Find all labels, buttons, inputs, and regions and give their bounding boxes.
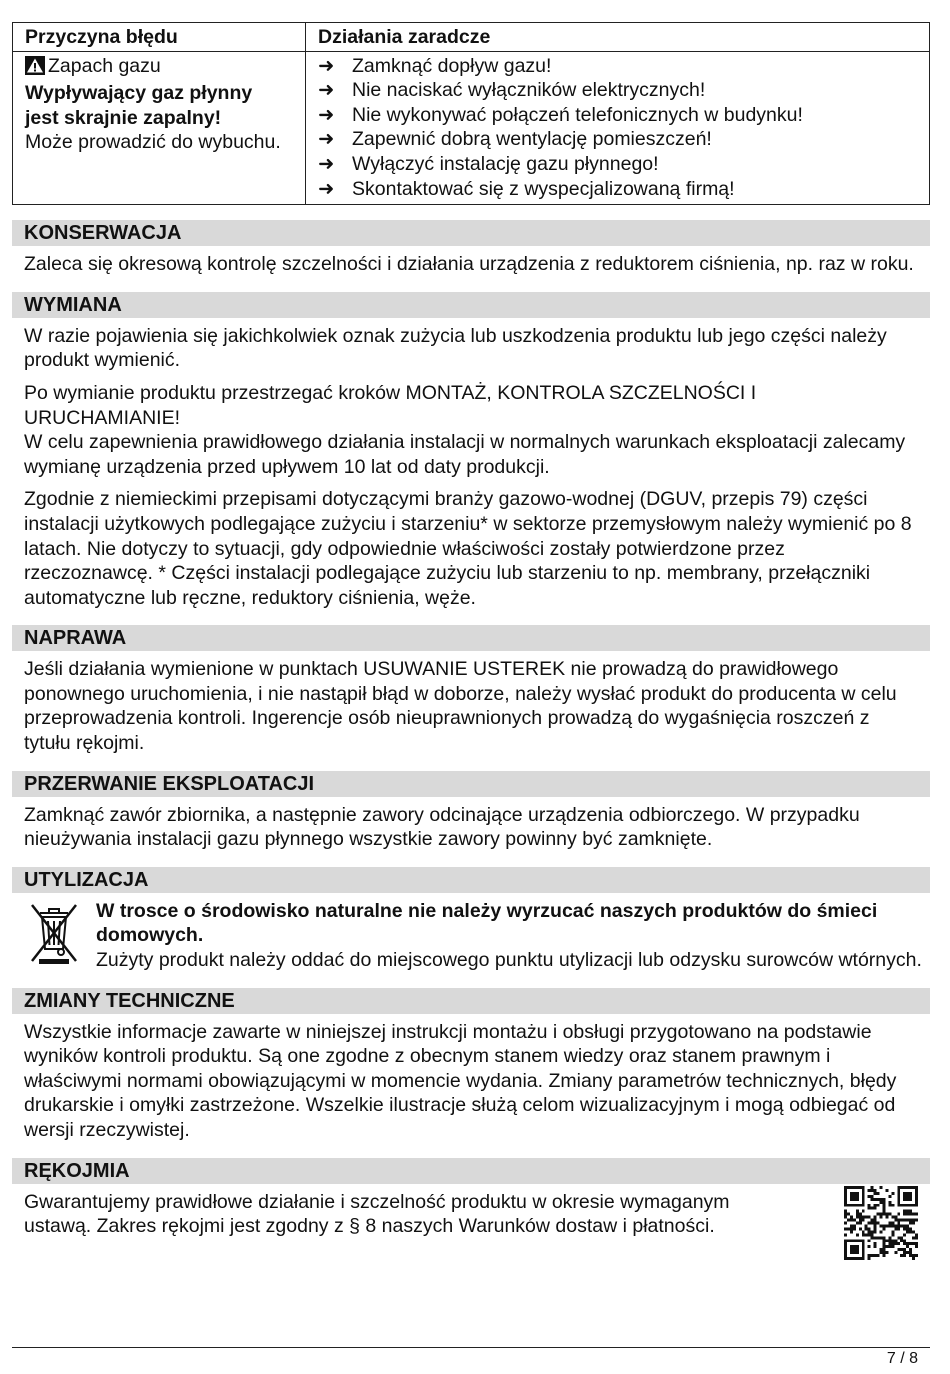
table-header-row	[13, 23, 930, 52]
arrow-icon: ➜	[318, 54, 335, 77]
action-item	[318, 103, 917, 128]
cause-note: Może prowadzić do wybuchu.	[25, 131, 281, 154]
page-number: 7 / 8	[886, 1350, 918, 1367]
section-heading: WYMIANA	[12, 292, 930, 318]
action-text: Nie naciskać wyłączników elektrycznych!	[352, 79, 706, 102]
warning-triangle-icon	[25, 56, 45, 82]
paragraph: Wszystkie informacje zawarte w niniejszej instrukcji montażu i obsługi przygotowano na podstawie wyników kontroli produktu. Są one zgodne z obecnym stanem wiedzy oraz stanem prawnym i właściwymi normami obowiązującymi w momencie wydania. Zmiany parametrów technicznych, błędy drukarskie i omyłki zastrzeżone. Wszelkie ilustracje służą celom wizualizacyjnym i mogą odbiegać od wersji rzeczywistej.	[24, 1020, 897, 1141]
action-item	[318, 78, 917, 103]
paragraph: Zaleca się okresową kontrolę szczelności i działania urządzenia z reduktorem ciśnienia, np. raz w roku.	[24, 253, 914, 276]
arrow-icon: ➜	[318, 79, 335, 102]
header-cause: Przyczyna błędu	[13, 23, 306, 52]
section-heading: ZMIANY TECHNICZNE	[12, 988, 930, 1014]
actions-cell	[306, 51, 930, 205]
troubleshooting-table	[12, 22, 930, 205]
paragraph: Zamknąć zawór zbiornika, a następnie zawory odcinające urządzenia odbiorczego. W przypadku nieużywania instalacji gazu płynnego wszystkie zawory powinny być zamknięte.	[24, 803, 860, 851]
paragraph: Jeśli działania wymienione w punktach USUWANIE USTEREK nie prowadzą do prawidłowego ponownego uruchomienia, i nie nastąpił błąd w doborze, należy wysłać produkt do producenta w celu przeprowadzenia kontroli. Ingerencje osób nieuprawnionych prowadzą do wygaśnięcia roszczeń z tytułu rękojmi.	[24, 658, 897, 755]
disposal-block	[12, 899, 930, 973]
warranty-block	[12, 1184, 930, 1260]
section-utylizacja	[12, 867, 930, 973]
cause-bold-line-1: Wypływający gaz płynny	[25, 82, 253, 105]
section-heading: PRZERWANIE EKSPLOATACJI	[12, 771, 930, 797]
section-naprawa	[12, 625, 930, 755]
paragraph: W razie pojawienia się jakichkolwiek oznak zużycia lub uszkodzenia produktu lub jego części należy produkt wymienić.	[24, 324, 887, 372]
section-rekojmia	[12, 1158, 930, 1260]
disposal-bold: W trosce o środowisko naturalne nie należy wyrzucać naszych produktów do śmieci domowych.	[96, 899, 878, 947]
arrow-icon: ➜	[318, 152, 335, 175]
paragraph: Gwarantujemy prawidłowe działanie i szczelność produktu w okresie wymaganym ustawą. Zakres rękojmi jest zgodny z § 8 naszych Warunków dostaw i płatności.	[24, 1190, 730, 1238]
cause-bold-line-2: jest skrajnie zapalny!	[25, 106, 222, 129]
action-text: Wyłączyć instalację gazu płynnego!	[352, 152, 659, 175]
arrow-icon: ➜	[318, 128, 335, 151]
action-text: Zamknąć dopływ gazu!	[352, 54, 552, 77]
section-heading: UTYLIZACJA	[12, 867, 930, 893]
action-item	[318, 54, 917, 79]
section-heading: RĘKOJMIA	[12, 1158, 930, 1184]
paragraph-line: Po wymianie produktu przestrzegać kroków MONTAŻ, KONTROLA SZCZELNOŚCI I URUCHAMIANIE!	[24, 381, 757, 429]
action-text: Zapewnić dobrą wentylację pomieszczeń!	[352, 128, 712, 151]
action-text: Skontaktować się z wyspecjalizowaną firmą!	[352, 177, 735, 200]
disposal-text	[96, 899, 930, 973]
arrow-icon: ➜	[318, 177, 335, 200]
paragraph: Zgodnie z niemieckimi przepisami dotyczącymi branży gazowo-wodnej (DGUV, przepis 79) części instalacji użytkowych podlegające zużyciu i starzeniu* w sektorze przemysłowym należy wymienić po 8 latach. Nie dotyczy to sytuacji, gdy odpowiednie właściwości zostały potwierdzone przez rzeczoznawcę. * Części instalacji podlegające zużyciu lub starzeniu to np. membrany, przełączniki automatyczne lub ręczne, reduktory ciśnienia, węże.	[24, 488, 912, 609]
section-zmiany	[12, 988, 930, 1143]
action-text: Nie wykonywać połączeń telefonicznych w budynku!	[352, 103, 803, 126]
paragraph-line: W celu zapewnienia prawidłowego działania instalacji w normalnych warunkach eksploatacji zalecamy wymianę urządzenia przed upływem 10 lat od daty produkcji.	[24, 431, 906, 478]
header-actions: Działania zaradcze	[306, 23, 930, 52]
crossed-out-bin-icon	[24, 899, 84, 973]
document-page	[12, 22, 930, 1260]
section-wymiana	[12, 292, 930, 611]
arrow-icon: ➜	[318, 103, 335, 126]
cause-cell	[13, 51, 306, 205]
cause-title: Zapach gazu	[48, 54, 161, 77]
section-przerwanie	[12, 771, 930, 852]
paragraph: Zużyty produkt należy oddać do miejscowego punktu utylizacji lub odzysku surowców wtórnych.	[96, 949, 922, 972]
footer-divider	[12, 1347, 930, 1348]
action-item	[318, 152, 917, 177]
paragraph	[12, 381, 930, 479]
action-item	[318, 177, 917, 202]
table-row	[13, 51, 930, 205]
section-konserwacja	[12, 220, 930, 277]
qr-code-icon[interactable]	[844, 1186, 918, 1260]
action-item	[318, 127, 917, 152]
section-heading: NAPRAWA	[12, 625, 930, 651]
section-heading: KONSERWACJA	[12, 220, 930, 246]
